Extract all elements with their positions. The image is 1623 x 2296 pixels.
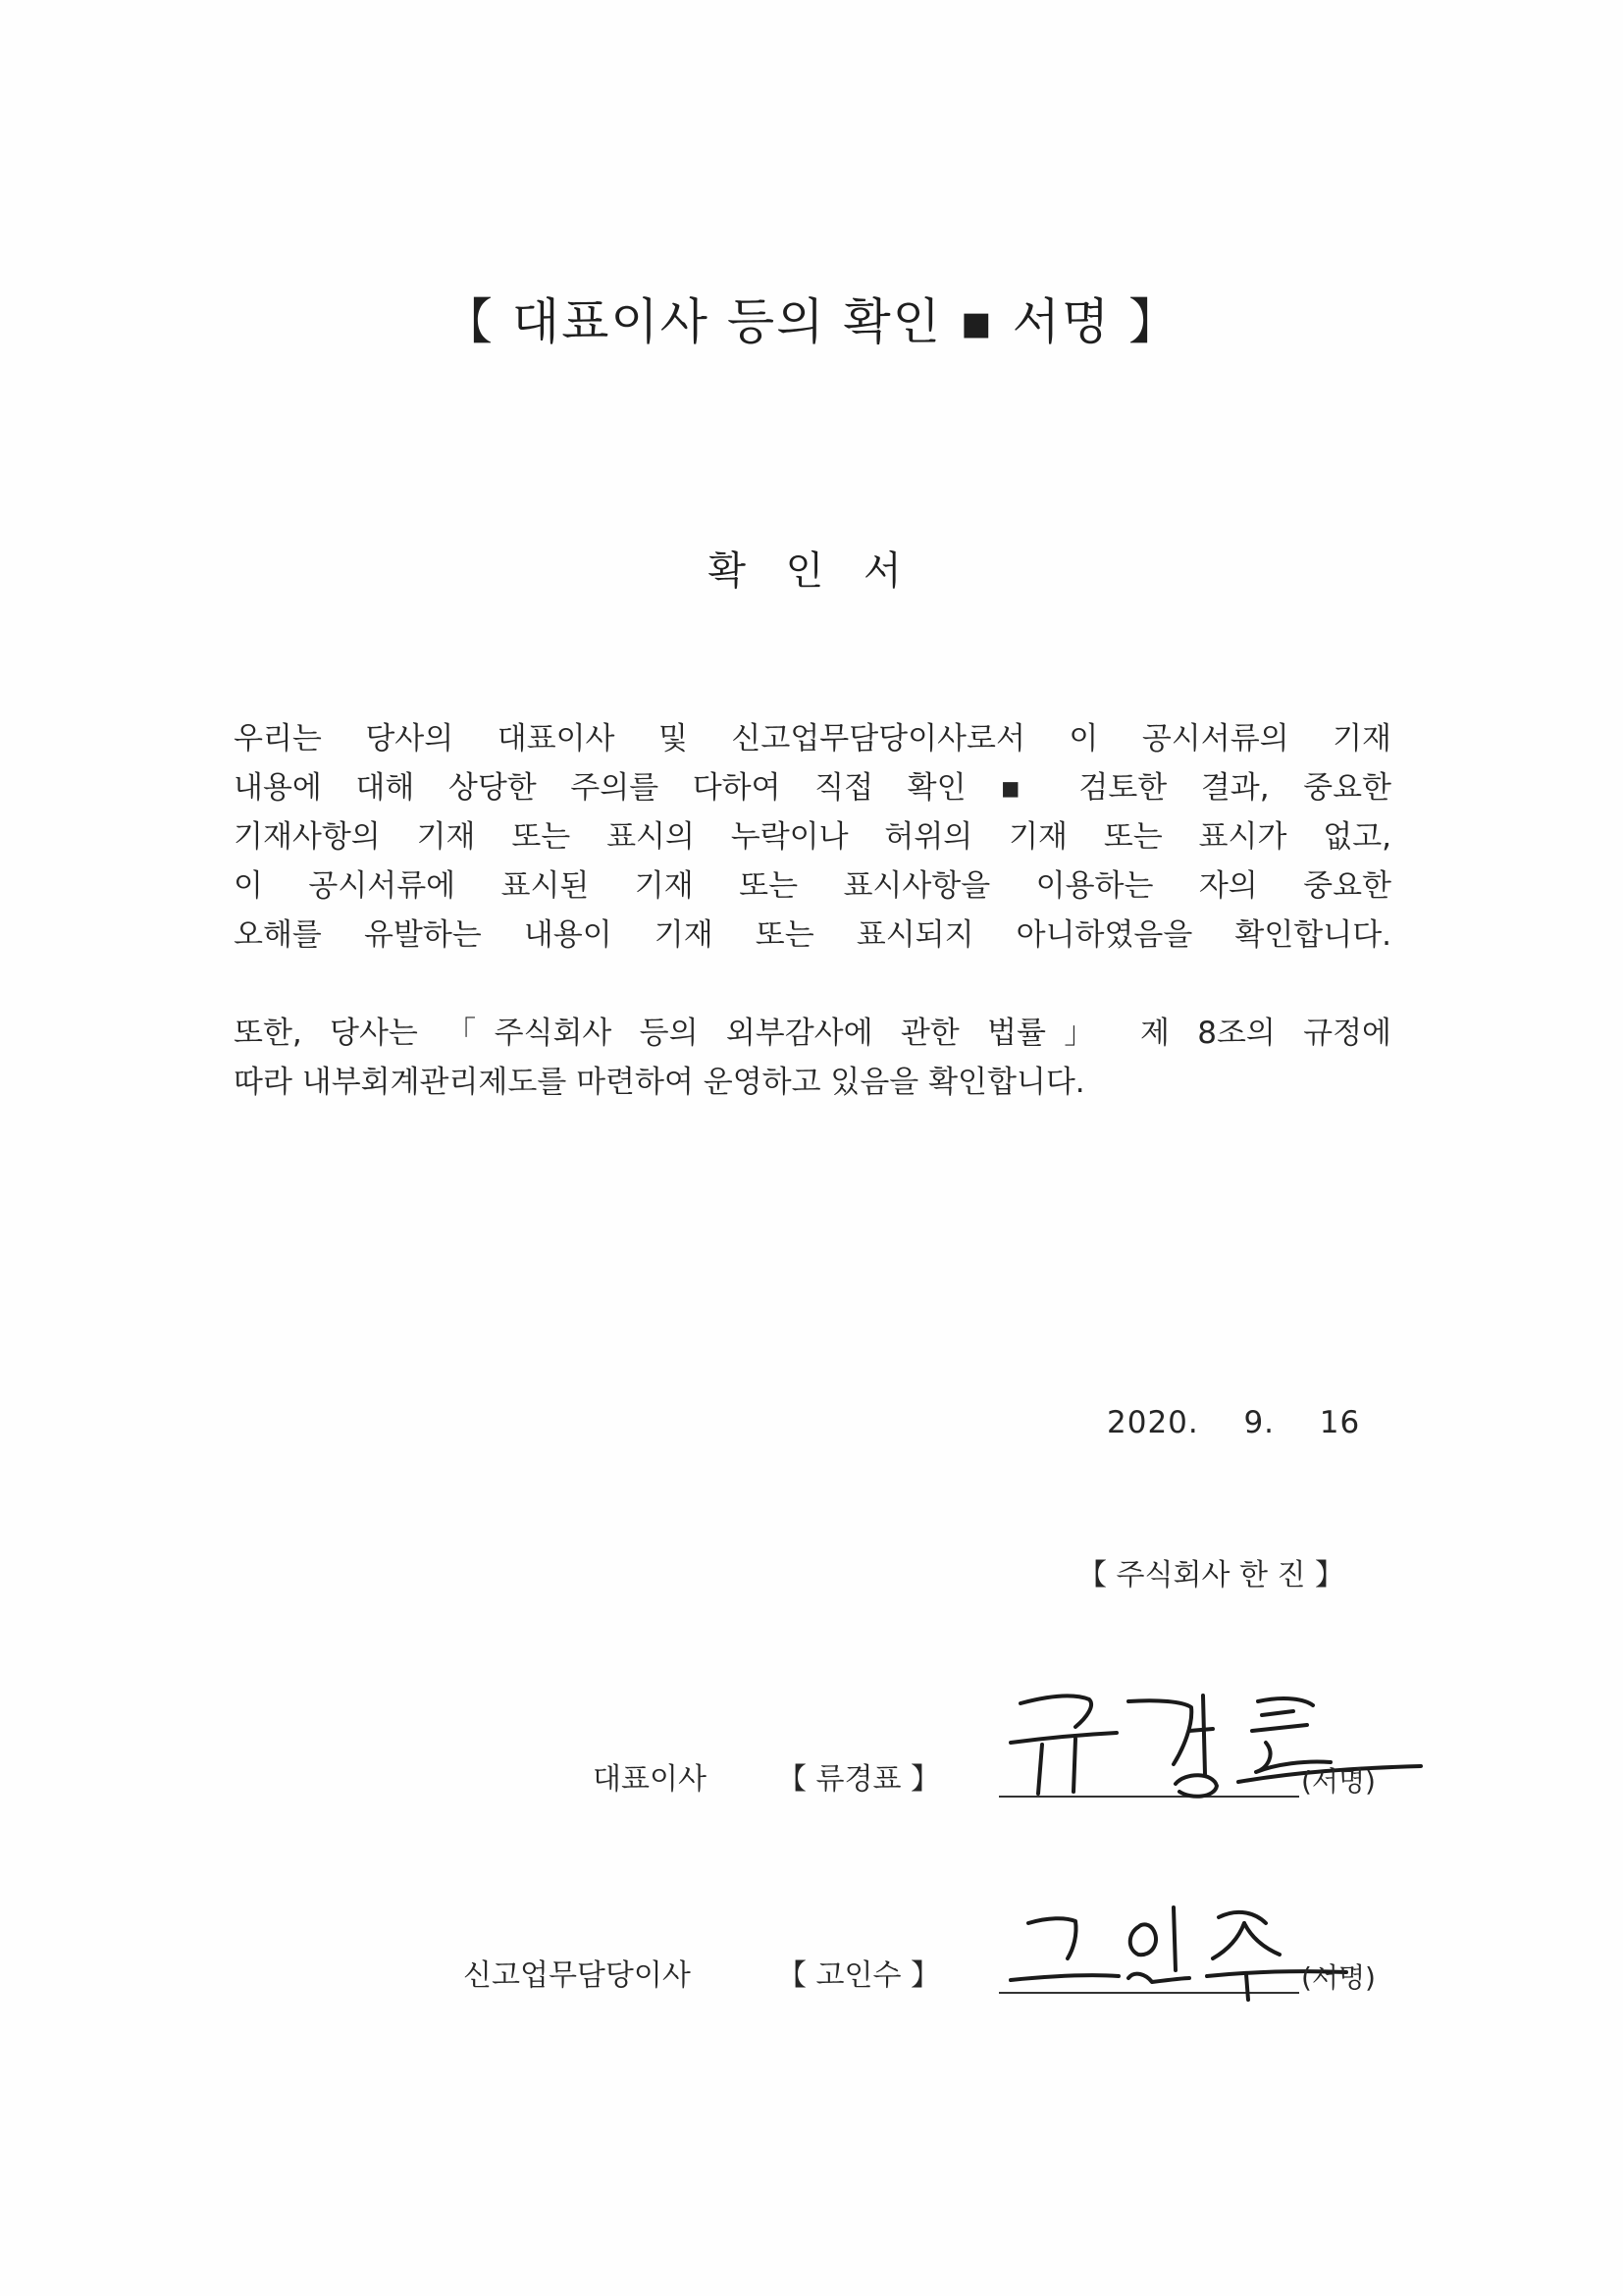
paragraph-line: 오해를 유발하는 내용이 기재 또는 표시되지 아니하였음을 확인합니다. <box>234 917 1391 953</box>
signatory-name: 【 류경표 】 <box>777 1762 941 1797</box>
officer-handwritten-signature <box>981 1884 1452 2002</box>
paragraph-line: 이 공시서류에 표시된 기재 또는 표시사항을 이용하는 자의 중요한 <box>234 868 1391 904</box>
signature-suffix: (서명) <box>1301 1961 1376 1994</box>
reporting-officer-signature-row <box>0 1951 1623 2009</box>
signatory-name: 【 고인수 】 <box>777 1958 941 1993</box>
paragraph-line: 우리는 당사의 대표이사 및 신고업무담당이사로서 이 공시서류의 기재 <box>234 721 1391 757</box>
paragraph-line: 기재사항의 기재 또는 표시의 누락이나 허위의 기재 또는 표시가 없고, <box>234 819 1391 855</box>
ceo-handwritten-signature <box>981 1666 1452 1803</box>
signatory-role: 신고업무담당이사 <box>463 1958 691 1993</box>
paragraph-line: 또한, 당사는 「주식회사 등의 외부감사에 관한 법률」 제 8조의 규정에 <box>234 1016 1391 1051</box>
company-name: 【 주식회사 한 진 】 <box>1077 1558 1345 1592</box>
ceo-signature-row <box>0 1754 1623 1813</box>
document-subheading: 확 인 서 <box>707 548 916 594</box>
signatory-role: 대표이사 <box>593 1762 707 1797</box>
signature-suffix: (서명) <box>1301 1765 1376 1798</box>
paragraph-line: 따라 내부회계관리제도를 마련하여 운영하고 있음을 확인합니다. <box>234 1065 1085 1100</box>
internal-control-paragraph <box>234 1009 1391 1107</box>
document-date: 2020. 9. 16 <box>1107 1405 1361 1440</box>
paragraph-line: 내용에 대해 상당한 주의를 다하여 직접 확인 ▪ 검토한 결과, 중요한 <box>234 770 1391 806</box>
document-heading: 【 대표이사 등의 확인 ▪ 서명 】 <box>443 293 1180 350</box>
confirmation-paragraph <box>234 714 1391 960</box>
